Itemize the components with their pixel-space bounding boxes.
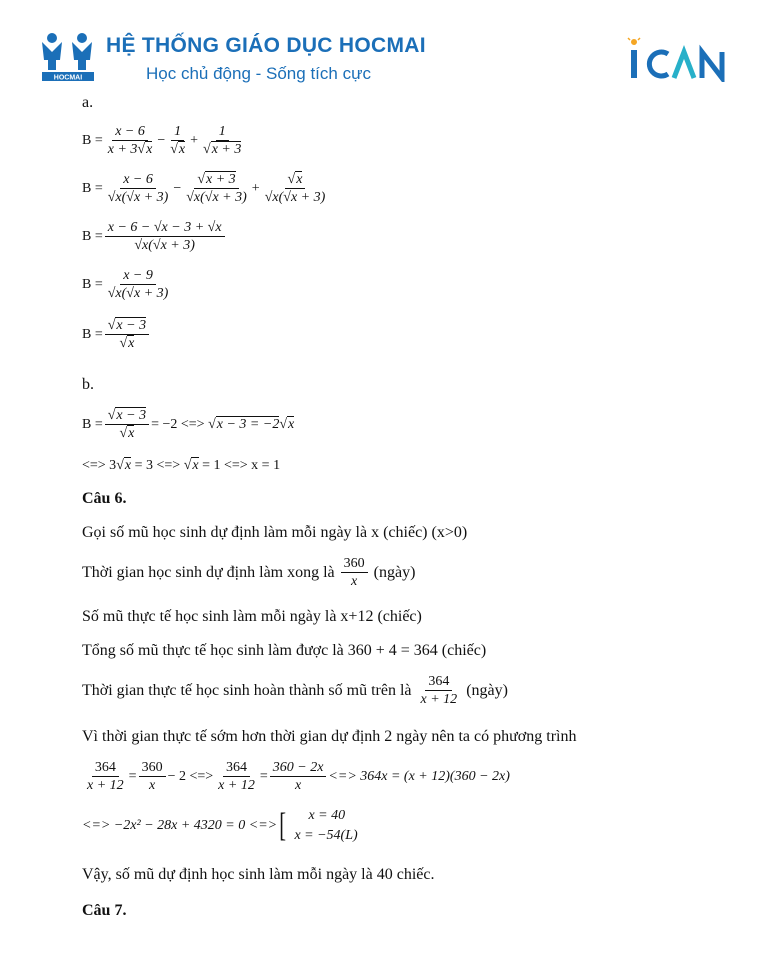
lhs: B = bbox=[82, 132, 103, 148]
part-a-line1: B = $\frac{x - 6}{x + 3√ x}$ − 1 √ x + 1 √ x + 3 bbox=[82, 124, 246, 157]
part-a-line2: B = x − 6 √ x(√x + 3) − √ x + 3 √ x(√x + 3) + √ x √ x(√x + 3) bbox=[82, 172, 330, 205]
cau6-eq1: $\frac{364}{x + 12}$ = $\frac{360}{x}$ − 2 <=> $\frac{364}{x + 12}$ = $\frac{360 - 2x}{x}$ <=> 364x = (x + 12)(360 − 2x) bbox=[87, 760, 510, 793]
cau7-heading: Câu 7. bbox=[82, 902, 127, 919]
cau6-p5: Thời gian thực tế học sinh hoàn thành số mũ trên là $\frac{364}{x + 12}$ (ngày) bbox=[82, 674, 508, 707]
cau6-heading: Câu 6. bbox=[82, 490, 127, 507]
part-b-label: b. bbox=[82, 376, 94, 393]
part-a-line5: B = √ x − 3 √ x bbox=[82, 318, 151, 351]
svg-text:HOCMAI: HOCMAI bbox=[53, 74, 83, 82]
part-a-label: a. bbox=[82, 94, 94, 111]
cau6-conclusion: Vậy, số mũ dự định học sinh làm mỗi ngày là 40 chiếc. bbox=[82, 866, 435, 883]
part-b-line2: <=> 3√ x = 3 <=> √ x = 1 <=> x = 1 bbox=[82, 458, 280, 474]
cau6-p1: Gọi số mũ học sinh dự định làm mỗi ngày là x (chiếc) (x>0) bbox=[82, 524, 468, 541]
cau6-eq2: <=> −2x² − 28x + 4320 = 0 <=> [ x = 40 x = −54(L) bbox=[82, 807, 358, 844]
brand-title: HỆ THỐNG GIÁO DỤC HOCMAI bbox=[106, 34, 426, 57]
ican-logo bbox=[626, 36, 730, 82]
hocmai-logo bbox=[38, 30, 98, 82]
cau6-p6: Vì thời gian thực tế sớm hơn thời gian dự định 2 ngày nên ta có phương trình bbox=[82, 728, 577, 745]
cau6-p4: Tổng số mũ thực tế học sinh làm được là 360 + 4 = 364 (chiếc) bbox=[82, 642, 487, 659]
brand-subtitle: Học chủ động - Sống tích cực bbox=[146, 64, 371, 83]
part-a-line3: B = x − 6 − √x − 3 + √x √ x(√x + 3) bbox=[82, 220, 227, 253]
cau6-p2: Thời gian học sinh dự định làm xong là $\frac{360}{x}$ (ngày) bbox=[82, 556, 416, 589]
part-a-line4: B = x − 9 √ x(√x + 3) bbox=[82, 268, 173, 301]
cau6-p3: Số mũ thực tế học sinh làm mỗi ngày là x+12 (chiếc) bbox=[82, 608, 422, 625]
part-b-line1: B = √ x − 3 √ x = −2 <=> √ x − 3 = −2 √ x bbox=[82, 408, 294, 441]
